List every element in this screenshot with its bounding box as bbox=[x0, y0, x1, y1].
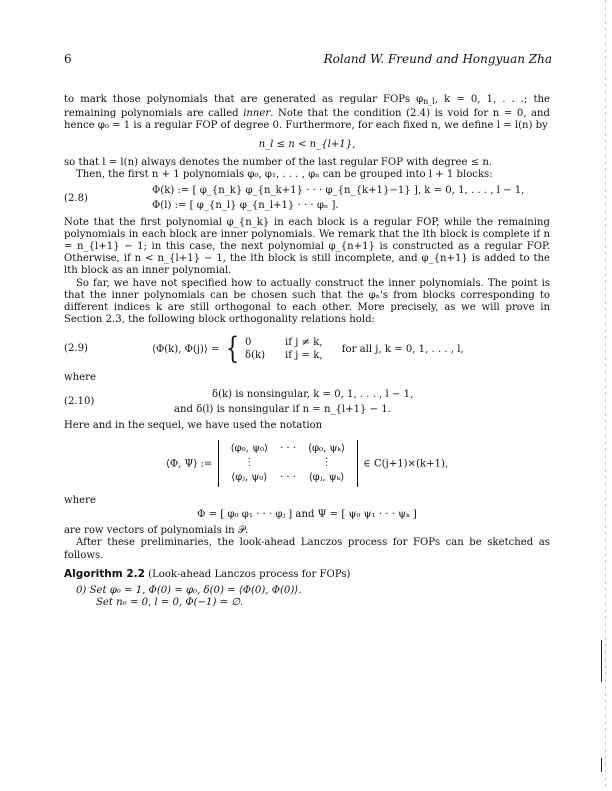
equation-2-10 bbox=[64, 389, 550, 416]
equation-number: (2.9) bbox=[64, 343, 88, 355]
equation-2-9 bbox=[64, 331, 550, 367]
algorithm-step: Set n₀ = 0, l = 0, Φ(−1) = ∅. bbox=[96, 597, 244, 609]
algorithm-heading bbox=[64, 568, 550, 581]
paragraph: Then, the first n + 1 polynomials φ₀, φ₁, . . . , φₙ can be grouped into l + 1 blocks: bbox=[76, 169, 493, 181]
equation-2-8 bbox=[64, 185, 550, 212]
page-number: 6 bbox=[64, 52, 72, 66]
equation-line: and δ(l) is nonsingular if n = n_{l+1} − 1. bbox=[174, 403, 391, 415]
running-authors: Roland W. Freund and Hongyuan Zha bbox=[323, 52, 552, 66]
paragraph: are row vectors of polynomials in 𝒫. bbox=[64, 525, 249, 537]
paragraph: So far, we have not specified how to actually construct the inner polynomials. The point is that the inner polynomials can be chosen such that the φₙ's from blocks corresponding to different indices k are still orthogonal to each other. More precisely, as we will prove in Section 2.3, the following block orthogonality relations hold: bbox=[64, 277, 550, 326]
equation-line: δ(k) is nonsingular, k = 0, 1, . . . , l − 1, bbox=[212, 388, 414, 400]
equation-number: (2.8) bbox=[64, 192, 88, 204]
paragraph: where bbox=[64, 494, 96, 506]
notation-equation: ⟨Φ, Ψ⟩ := ⟨φ₀, ψ₀⟩ · · · ⟨φ₀, ψₖ⟩ ⋮ ⋮ ⟨φⱼ, ψ₀⟩ · · · ⟨φⱼ, ψₖ⟩ ∈ C(j+1)×(k+1), bbox=[64, 440, 550, 487]
algorithm-title: Algorithm 2.2 bbox=[64, 567, 145, 580]
equation-number: (2.10) bbox=[64, 396, 95, 408]
equation: Φ = [ φ₀ φ₁ · · · φⱼ ] and Ψ = [ ψ₀ ψ₁ · · · ψₖ ] bbox=[197, 509, 417, 521]
paragraph: so that l = l(n) always denotes the number of the last regular FOP with degree ≤ n. bbox=[64, 156, 493, 168]
matrix: ⟨φ₀, ψ₀⟩ · · · ⟨φ₀, ψₖ⟩ ⋮ ⋮ ⟨φⱼ, ψ₀⟩ · · · ⟨φⱼ, ψₖ⟩ bbox=[218, 440, 358, 487]
paragraph: After these preliminaries, the look-ahead Lanczos process for FOPs can be sketched as follows. bbox=[64, 537, 550, 561]
scan-mark bbox=[601, 758, 602, 772]
paragraph: where bbox=[64, 372, 96, 384]
algorithm-step: 0) Set φ₀ = 1, Φ(0) = φ₀, δ(0) = ⟨Φ(0), Φ(0)⟩. bbox=[76, 585, 302, 597]
equation-line: Φ(k) := [ φ_{n_k} φ_{n_k+1} · · · φ_{n_{k+1}−1} ], k = 0, 1, . . . , l − 1, bbox=[152, 185, 525, 197]
equation-rhs: for all j, k = 0, 1, . . . , l, bbox=[341, 344, 464, 356]
cases: 0 if j ≠ k, δ(k) if j = k, bbox=[245, 337, 323, 362]
paragraph: Note that the first polynomial φ_{n_k} in each block is a regular FOP, while the remaining polynomials in each block are inner polynomials. We remark that the lth block is complete if n = n_{l+1} − 1; in this case, the next polynomial φ_{n+1} is constructed as a regular FOP. Otherwise, if n < n_{l+1} − 1, the lth block is still incomplete, and φ_{n+1} is added to the lth block as an inner polynomial. bbox=[64, 216, 550, 277]
equation: n_l ≤ n < n_{l+1}, bbox=[258, 138, 356, 150]
left-brace: { bbox=[225, 331, 239, 367]
algorithm-subtitle: (Look-ahead Lanczos process for FOPs) bbox=[148, 568, 351, 580]
body-text bbox=[64, 94, 550, 610]
equation-lhs: ⟨Φ(k), Φ(j)⟩ = bbox=[152, 344, 220, 356]
paragraph: Here and in the sequel, we have used the notation bbox=[64, 420, 323, 432]
equation-line: Φ(l) := [ φ_{n_l} φ_{n_l+1} · · · φₙ ]. bbox=[152, 200, 339, 212]
scan-mark bbox=[601, 640, 602, 682]
scan-edge bbox=[605, 0, 606, 791]
paragraph: to mark those polynomials that are generated as regular FOPs φn_l, k = 0, 1, . . .; the remaining polynomials are called inner. Note that the condition (2.4) is void for n = 0, and hence φ₀ = 1 is a regular FOP of degree 0. Furthermore, for each fixed n, we define l = l(n) by bbox=[64, 94, 550, 132]
